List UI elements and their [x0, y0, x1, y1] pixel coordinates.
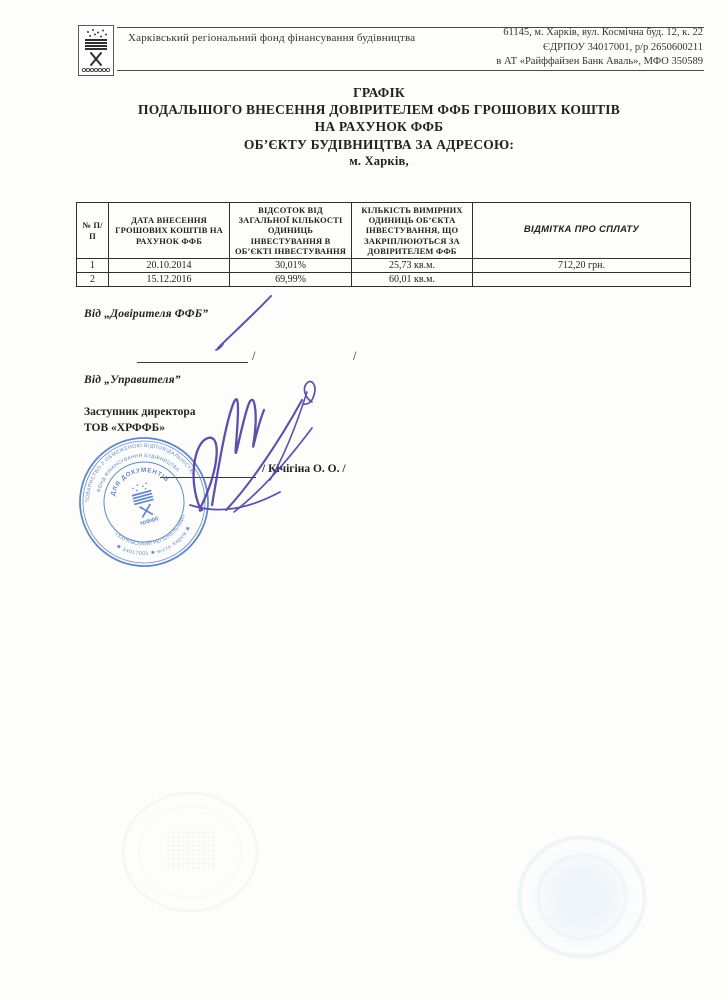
- stamp-middle-bottom-text: «ХАРКІВСЬКИЙ РЕГІОНАЛЬНИЙ»: [113, 514, 188, 548]
- handwritten-signature: [130, 280, 380, 530]
- table-row: [77, 259, 691, 273]
- header-rule-bottom: [117, 70, 704, 71]
- stamp-outer-top-text: ТОВАРИСТВО З ОБМЕЖЕНОЮ ВІДПОВІДАЛЬНІСТЮ: [84, 442, 196, 503]
- cell-date: 20.10.2014: [109, 259, 230, 273]
- title-line: НА РАХУНОК ФФБ: [314, 119, 444, 135]
- table-header-row: [77, 203, 691, 259]
- document-title: [30, 84, 728, 170]
- cell-number: 2: [77, 273, 109, 287]
- cell-percent: 69,99%: [230, 273, 352, 287]
- cell-units: 60,01 кв.м.: [352, 273, 473, 287]
- stamp-inner-text: ДЛЯ ДОКУМЕНТІВ: [109, 466, 171, 497]
- cell-payment-note: [473, 273, 691, 287]
- ghost-stamp-impression-blue: [518, 836, 646, 958]
- position-line: Заступник директора: [84, 406, 196, 418]
- org-address-line: 61145, м. Харків, вул. Космічна буд. 12, к. 22: [503, 27, 703, 38]
- payment-schedule-table: [76, 202, 691, 287]
- position-line: ТОВ «ХРФФБ»: [84, 422, 165, 434]
- cell-payment-note: 712,20 грн.: [473, 259, 691, 273]
- trustee-signature-label: Від „Довірителя ФФБ”: [84, 308, 209, 320]
- org-logo: [78, 25, 114, 76]
- col-header-payment-note: ВІДМІТКА ПРО СПЛАТУ: [473, 203, 691, 259]
- stamp-center-word: хрффб: [139, 515, 160, 527]
- stamp-outer-bottom-text: ✱ 34017001 ✱ місто Харків ✱: [115, 525, 193, 558]
- org-logo-emblem: [79, 26, 113, 75]
- org-address-line: в АТ «Райффайзен Банк Аваль», МФО 350589: [496, 56, 703, 68]
- col-header-percent: ВІДСОТОК ВІД ЗАГАЛЬНОЇ КІЛЬКОСТІ ОДИНИЦЬ ІНВЕСТУВАННЯ В ОБ’ЄКТІ ІНВЕСТУВАННЯ: [230, 203, 352, 259]
- cell-percent: 30,01%: [230, 259, 352, 273]
- title-line: ГРАФІК: [353, 85, 405, 100]
- signature-slash: /: [252, 349, 256, 363]
- manager-name: / Кічігіна О. О. /: [262, 463, 346, 475]
- ghost-stamp-ring: [537, 854, 627, 940]
- cell-units: 25,73 кв.м.: [352, 259, 473, 273]
- org-name: Харківський регіональний фонд фінансування будівництва: [128, 32, 416, 44]
- col-header-date: ДАТА ВНЕСЕННЯ ГРОШОВИХ КОШТІВ НА РАХУНОК ФФБ: [109, 203, 230, 259]
- title-city-line: м. Харків,: [349, 153, 409, 168]
- org-address-line: ЄДРПОУ 34017001, р/р 2650600211: [543, 41, 703, 53]
- signature-slash: /: [353, 349, 357, 363]
- org-address: [496, 26, 703, 70]
- title-line: ОБ’ЄКТУ БУДІВНИЦТВА ЗА АДРЕСОЮ:: [243, 136, 515, 152]
- title-line: ПОДАЛЬШОГО ВНЕСЕННЯ ДОВІРИТЕЛЕМ ФФБ ГРОШОВИХ КОШТІВ: [138, 102, 620, 118]
- manager-signature-label: Від „Управителя”: [84, 374, 181, 386]
- ghost-stamp-impression: [122, 792, 258, 912]
- stamp-middle-top-text: ФОНД ФІНАНСУВАННЯ БУДІВНИЦТВА: [97, 453, 180, 494]
- col-header-number: № П/П: [77, 203, 109, 259]
- cell-number: 1: [77, 259, 109, 273]
- ghost-stamp-dots: [166, 830, 214, 870]
- col-header-units: КІЛЬКІСТЬ ВИМІРНИХ ОДИНИЦЬ ОБ’ЄКТА ІНВЕСТУВАННЯ, ЩО ЗАКРІПЛЮЮТЬСЯ ЗА ДОВІРИТЕЛЕМ ФФБ: [352, 203, 473, 259]
- cell-date: 15.12.2016: [109, 273, 230, 287]
